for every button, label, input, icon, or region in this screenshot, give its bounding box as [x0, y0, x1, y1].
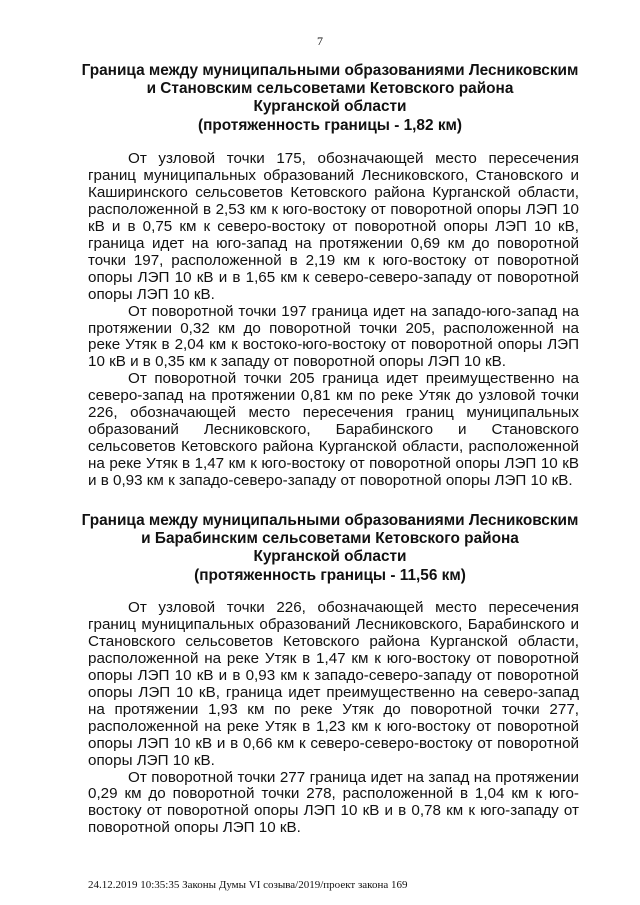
paragraph: От узловой точки 175, обозначающей место пересечения границ муниципальных образований Лесниковского, Становского и Каширинского сельсоветов Кетовского района Курганской области, расположенной в 2,53 км к юго-востоку от поворотной опоры ЛЭП 10 кВ и в 0,75 км к северо-востоку от поворотной опоры ЛЭП 10 кВ, граница идет на юго-запад на протяжении 0,69 км до поворотной точки 197, расположенной в 2,19 км к юго-востоку от поворотной опоры ЛЭП 10 кВ и в 1,65 км к северо-северо-западу от поворотной опоры ЛЭП 10 кВ. — [88, 150, 579, 303]
paragraph: От узловой точки 226, обозначающей место пересечения границ муниципальных образований Лесниковского, Барабинского и Становского сельсоветов Кетовского района Курганской области, расположенной на реке Утяк в 1,47 км к юго-востоку от поворотной опоры ЛЭП 10 кВ и в 0,93 км к западо-северо-западу от поворотной опоры ЛЭП 10 кВ, граница идет преимущественно на северо-запад на протяжении 1,93 км по реке Утяк до поворотной точки 277, расположенной на реке Утяк в 1,23 км к юго-востоку от поворотной опоры ЛЭП 10 кВ и в 0,66 км к северо-северо-востоку от поворотной опоры ЛЭП 10 кВ. — [88, 599, 579, 769]
page-number: 7 — [317, 34, 323, 48]
section-2-body — [88, 600, 579, 837]
paragraph: От поворотной точки 277 граница идет на запад на протяжении 0,29 км до поворотной точки 278, расположенной в 1,04 км к юго-востоку от поворотной опоры ЛЭП 10 кВ и в 0,78 км к юго-западу от поворотной опоры ЛЭП 10 кВ. — [88, 768, 579, 837]
section-1-heading — [70, 62, 590, 135]
heading-line: Курганской области — [253, 98, 407, 116]
heading-line: и Становским сельсоветами Кетовского района — [146, 80, 514, 98]
heading-line: Курганской области — [253, 548, 407, 566]
heading-line: Граница между муниципальными образованиями Лесниковским — [81, 512, 579, 529]
section-2-heading — [70, 512, 590, 585]
footer-stamp: 24.12.2019 10:35:35 Законы Думы VI созыва/2019/проект закона 169 — [88, 879, 408, 891]
heading-line: Граница между муниципальными образованиями Лесниковским — [81, 62, 579, 79]
heading-line: (протяженность границы - 11,56 км) — [194, 566, 466, 584]
section-1-body — [88, 151, 579, 490]
paragraph: От поворотной точки 205 граница идет преимущественно на северо-запад на протяжении 0,81 км по реке Утяк до узловой точки 226, обозначающей место пересечения границ муниципальных образований Лесниковского, Барабинского и Становского сельсоветов Кетовского района Курганской области, расположенной на реке Утяк в 1,47 км к юго-востоку от поворотной опоры ЛЭП 10 кВ и в 0,93 км к западо-северо-западу от поворотной опоры ЛЭП 10 кВ. — [88, 370, 579, 490]
heading-line: (протяженность границы - 1,82 км) — [197, 116, 463, 134]
paragraph: От поворотной точки 197 граница идет на западо-юго-запад на протяжении 0,32 км до поворотной точки 205, расположенной на реке Утяк в 2,04 км к востоко-юго-востоку от поворотной опоры ЛЭП 10 кВ и в 0,35 км к западу от поворотной опоры ЛЭП 10 кВ. — [88, 302, 579, 371]
heading-line: и Барабинским сельсоветами Кетовского района — [141, 530, 519, 548]
